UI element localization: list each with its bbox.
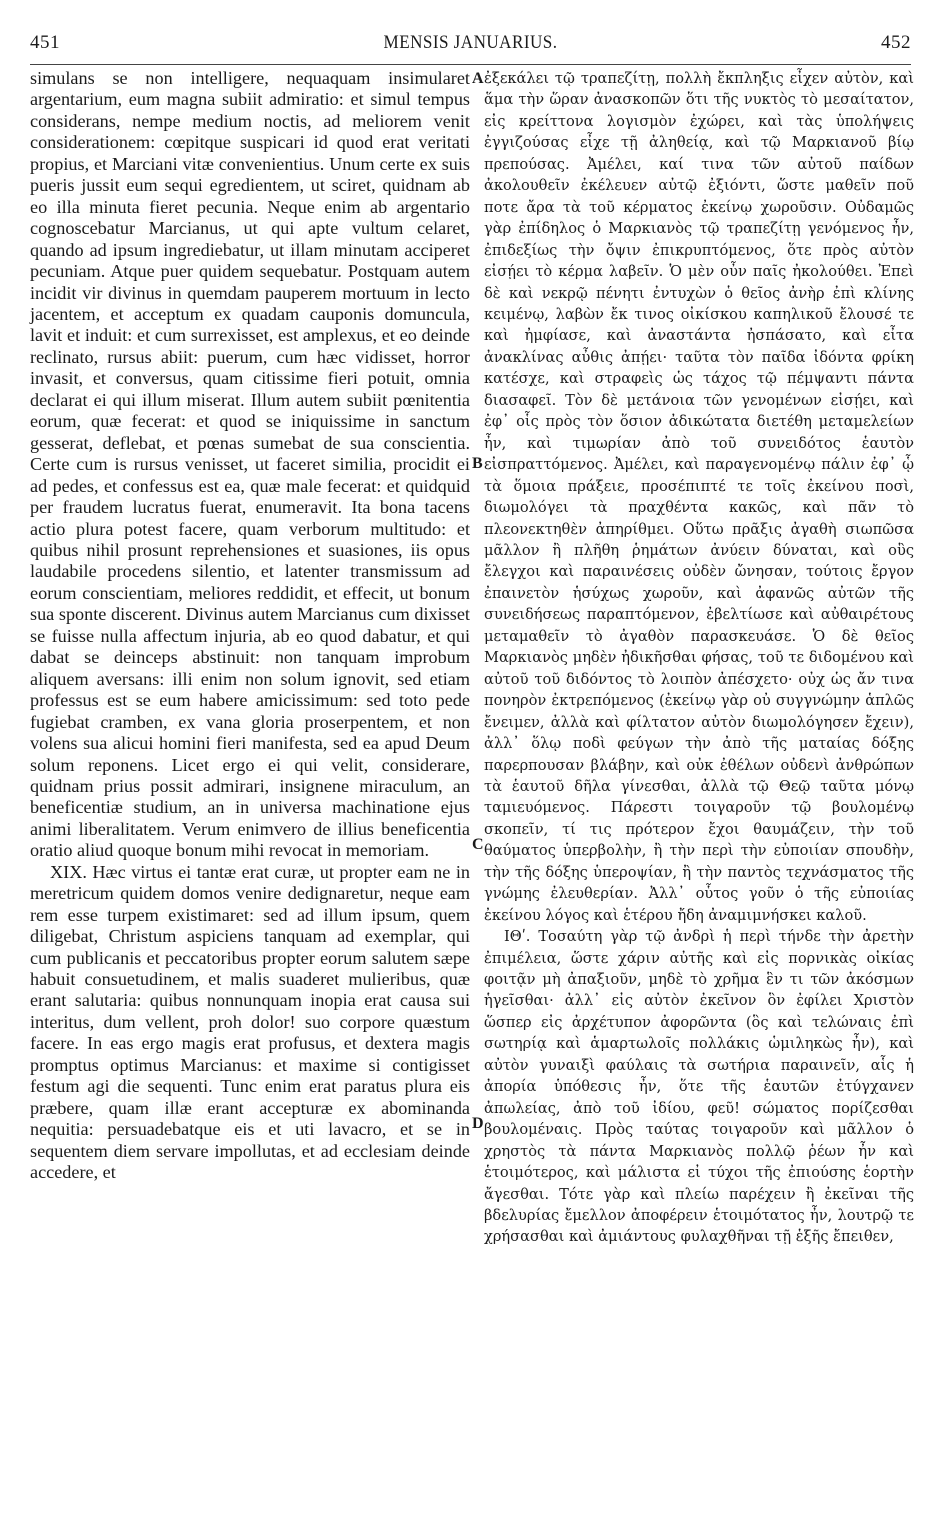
page-number-right: 452: [881, 32, 911, 53]
latin-paragraph-1: simulans se non intelligere, nequaquam insimularet argentarium, eum magna subiit admiratio: et simul tempus considerans, nempe medium noctis, ad meliorem venit considerationem: cœpitque suspicari id quod erat veritati propius, et Marciani vitæ convenientius. Unum certe ex suis pueris jussit eum sequi egredientem, ut sciret, quidnam ab eo illa minuta fieret pecunia. Neque enim ab argentario cognoscebatur Marcianus, ut qui apte vultum celaret, quando ad ipsum ingrediebatur, ut illam minutam acciperet pecuniam. Atque puer quidem sequebatur. Postquam autem incidit vir divinus in quemdam pauperem mortuum in lecto jacentem, et acceptum ex quadam cauponis domuncula, lavit et induit: et cum surrexisset, est amplexus, et eo deinde reclinato, rursus abiit: puerum, cum hæc vidisset, horror invasit, et conversus, quam citissime fieri potuit, omnia declarat ei qui illum miserat. Illum autem subiit pœnitentia eorum, quæ fecerat: et quod se iniquissime in sanctum gesserat, deflebat, et pœnas sumebat de sua conscientia. Certe cum is rursus venisset, ut faceret similia, procidit ei ad pedes, et confessus est ea, quæ male fecerat: et quidquid per fraudem lucratus fuerat, enumeravit. Ita bona tacens actio plura potest facere, quam verborum multitudo: et quibus nihil prosunt reprehensiones et suasiones, iis opus laudabile procedens silentio, et latenter transmissum ad eorum conscientiam, meliores reddidit, et effecit, ut bonum sua sponte discerent. Divinus autem Marcianus cum dixisset se fuisse nulla affectum injuria, ab eo quod dabatur, et qui dabat se deinceps abstinuit: non tanquam improbum aliquem aversans: illi enim non solum ignovit, sed etiam professus est se eum habere amicissimum: sed toto pede fugiebat cramben, ex vana gloria proserpentem, et non volens sua alicui homini fieri manifesta, sed ea apud Deum solum reponens. Licet ergo ei qui velit, considerare, quidnam prius possit admirari, insignene miraculum, an beneficentiæ studium, an in universa machinatione ejus animi liberalitatem. Verum enimvero de illius beneficentia oratio aliud quoque bonum mihi revocat in memoriam.: [30, 68, 470, 861]
greek-paragraph-1: ἐξεκάλει τῷ τραπεζίτῃ, πολλὴ ἔκπληξις εἶχεν αὐτὸν, καὶ ἅμα τὴν ὥραν ἀνασκοπῶν ὅτι τῆς νυκτὸς τὸ μεσαίτατον, εἰς κρείττονα λογισμὸν ἐχώρει, καὶ τὰς ὑπολήψεις ἐγγιζούσας εἶχε τῇ ἀληθείᾳ, καὶ τῷ Μαρκιανοῦ βίῳ πρεπούσας. Ἀμέλει, καί τινα τῶν αὐτοῦ παίδων ἀκολουθεῖν ἐκέλευεν αὐτῷ ἐξιόντι, ὥστε μαθεῖν ποῦ ποτε ἄρα τὰ τοῦ κέρματος ἐκείνῳ χωροῦσιν. Οὐδαμῶς γὰρ ἐπίδηλος ὁ Μαρκιανὸς τῷ τραπεζίτῃ γενόμενος ἦν, ἐπιδεξίως τὴν ὄψιν ἐπικρυπτόμενος, ὅτε πρὸς αὐτὸν εἰσῄει τὸ κέρμα λαβεῖν. Ὁ μὲν οὖν παῖς ἠκολούθει. Ἐπεὶ δὲ καὶ νεκρῷ πένητι ἐντυχὼν ὁ θεῖος ἀνὴρ ἐπὶ κλίνης κειμένῳ, λαβὼν ἔκ τινος οἰκίσκου καπηλικοῦ ἔλουσέ τε καὶ ἠμφίασε, καὶ ἀναστάντα ἠσπάσατο, καὶ εἶτα ἀνακλίνας αὖθις ἀπῄει· ταῦτα τὸν παῖδα ἰδόντα φρίκη κατέσχε, καὶ στραφεὶς ὡς τάχος τῷ πέμψαντι πάντα διασαφεῖ. Τὸν δὲ μετάνοια τῶν γενομένων εἰσῄει, καὶ ἐφ᾽ οἷς πρὸς τὸν ὅσιον ἀδικώτατα διετέθη μεταμελείων ἦν, καὶ τιμωρίαν ἀπὸ τοῦ συνειδότος ἑαυτὸν εἰσπραττόμενος. Ἀμέλει, καὶ παραγενομένῳ πάλιν ἐφ᾽ ᾧ τὰ ὅμοια πράξειε, προσέπιπτέ τε τοῖς ἐκείνου ποσὶ, διωμολόγει τὰ πραχθέντα κακῶς, καὶ πᾶν τὸ πλεονεκτηθὲν ἀπηρίθμει. Οὕτω πρᾶξις ἀγαθὴ σιωπῶσα μᾶλλον ἢ πλῆθη ῥημάτων ἀνύειν δύναται, καὶ οὓς ἔλεγχοι καὶ παραινέσεις οὐδὲν ὤνησαν, τούτοις ἔργον ἐπαινετὸν ἡσύχως χωροῦν, καὶ ἀφανῶς αὐτῶν τῆς συνειδήσεως παραπτόμενον, ἐβελτίωσε καὶ αὐθαιρέτους μεταμαθεῖν τὸ ἀγαθὸν παρασκευάσε. Ὁ δὲ θεῖος Μαρκιανὸς μηδὲν ἠδικῆσθαι φήσας, τοῦ τε διδομένου καὶ αὐτοῦ τοῦ διδόντος τὸ λοιπὸν ἀπέσχετο· οὐχ ὡς ἄν τινα πονηρὸν ἐκτρεπόμενος (ἐκείνῳ γὰρ οὐ συγγνώμην ἁπλῶς ἔνειμεν, ἀλλὰ καὶ φίλτατον αὐτὸν διωμολόγησεν ἔχειν), ἀλλ᾽ ὅλῳ ποδὶ φεύγων τὴν ἀπὸ τῆς ματαίας δόξης παρερπουσαν βλάβην, καὶ οὐκ ἐθέλων οὐδενὶ ἀνθρώπων τὰ ἑαυτοῦ δῆλα γίνεσθαι, ἀλλὰ τῷ Θεῷ ταῦτα μόνῳ ταμιευόμενος. Πάρεστι τοιγαροῦν τῷ βουλομένῳ σκοπεῖν, τί τις πρότερον ἔχοι θαυμάζειν, τὴν τοῦ θαύματος ὑπερβολὴν, ἢ τὴν περὶ τὴν εὐποιίαν σπουδὴν, τὴν τῆς δόξης ὑπεροψίαν, ἢ τὴν παντὸς τεχνάσματος τῆς γνώμης ἐλευθερίαν. Ἀλλ᾽ οὗτος γοῦν ὁ τῆς εὐποιίας ἐκείνου λόγος καὶ ἑτέρου ἤδη ἀναμιμνήσκει καλοῦ.: [484, 70, 914, 924]
running-title: MENSIS JANUARIUS.: [383, 32, 558, 53]
latin-column: [30, 68, 470, 1184]
margin-letter-a: A: [472, 70, 484, 87]
page-number-left: 451: [30, 32, 60, 53]
margin-letter-d: D: [472, 1115, 484, 1132]
page-header: [30, 28, 911, 65]
margin-letter-c: C: [472, 836, 484, 853]
margin-letter-b: B: [472, 455, 483, 472]
greek-column: [484, 68, 914, 1248]
greek-paragraph-2: ΙΘʹ. Τοσαύτη γὰρ τῷ ἀνδρὶ ἡ περὶ τήνδε τὴν ἀρετὴν ἐπιμέλεια, ὥστε χάριν αὐτῆς καὶ εἰς πορνικὰς οἰκίας φοιτᾷν μὴ ἀπαξιοῦν, μηδὲ τὸ χρῆμα ἓν τι τῶν ἀκόσμων ἡγεῖσθαι· ἀλλ᾽ εἰς αὐτὸν ἐκεῖνον ὃν ἐφίλει Χριστὸν ὥσπερ εἰς ἀρχέτυπον ἀφορῶντα (ὃς καὶ τελώναις ἐπὶ σωτηρίᾳ καὶ ἁμαρτωλοῖς πολλάκις ὡμιληκὼς ἦν), καὶ αὐτὸν γυναιξὶ φαύλαις τὰ σωτήρια παραινεῖν, αἷς ἡ ἀπορία ὑπόθεσις ἦν, ὅτε τῆς ἑαυτῶν ἐτύγχανεν ἀπωλείας, ἀπὸ τοῦ ἰδίου, φεῦ! σώματος πορίζεσθαι βουλομέναις. Πρὸς ταύτας τοιγαροῦν καὶ μᾶλλον ὁ χρηστὸς τὰ πάντα Μαρκιανὸς πολλῷ ῥέων ἦν καὶ ἑτοιμότερος, καὶ μάλιστα εἰ τύχοι τῆς ἐπιούσης ἑορτὴν ἄγεσθαι. Τότε γὰρ καὶ πλείω παρέχειν ἢ ἐκεῖναι τῆς βδελυρίας ἔμελλον ἀποφέρειν ἑτοιμότατος ἦν, λουτρῷ τε χρήσασθαι καὶ ἀμιάντους φυλαχθῆναι τῇ ἑξῆς ἔπειθεν,: [484, 928, 914, 1246]
latin-paragraph-2: XIX. Hæc virtus ei tantæ erat curæ, ut propter eam ne in meretricum quidem domos venire dedignaretur, neque eam rem esse turpem existimaret: sed ad illum ipsum, quem diligebat, Christum aspiciens tanquam ad exemplar, qui cum publicanis et peccatoribus propter eorum salutem sæpe habuit consuetudinem, et malis suaderet mulieribus, quæ erant salutaria: quibus nonnunquam inopia erat causa sui interitus, dum vellent, proh dolor! suo corpore quæstum facere. In eas ergo magis erat profusus, et dextera magis promptus optimus Marcianus: et maxime si contigisset festum agi die sequenti. Tunc enim erat paratus plura eis præbere, quam illæ erant accepturæ ex abominanda nequitia: persuadebatque eis et uti lavacro, et se in sequentem diem servare impollutas, et ad ecclesiam deinde accedere, et: [30, 861, 470, 1183]
